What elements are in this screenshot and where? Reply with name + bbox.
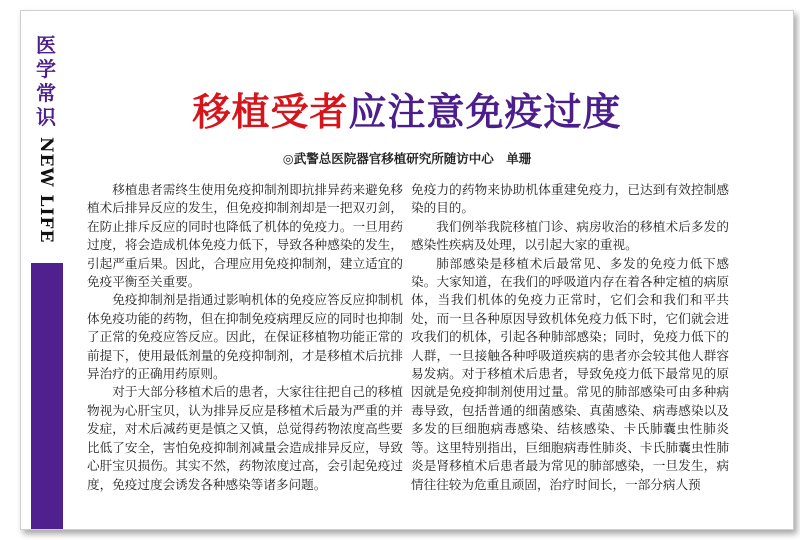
- title-part-purple: 应注意免疫过度: [348, 90, 622, 134]
- paragraph-continuation: 免疫力的药物来协助机体重建免疫力，已达到有效控制感染的目的。: [411, 182, 729, 216]
- paragraph: 我们例举我院移植门诊、病房收治的移植术后多发的感染性疾病及处理，以引起大家的重视。: [411, 218, 729, 253]
- paragraph: 对于大部分移植术后的患者，大家往往把自己的移植物视为心肝宝贝，认为排异反应是移植术后最为严重的并发症，对术后减药更是慎之又慎，总觉得药物浓度高些要比低了安全，害怕免疫抑制剂减量会造成排异反应，导致心肝宝贝损伤。其实不然，药物浓度过高，会引起免疫过度，免疫过度会诱发各种感染等诸多问题。: [87, 384, 403, 492]
- title-part-red: 移植受者: [192, 90, 349, 134]
- article-title: [21, 81, 793, 136]
- paragraph: 肺部感染是移植术后最常见、多发的免疫力低下感染。大家知道，在我们的呼吸道内存在着各种定植的病原体，当我们机体的免疫力正常时，它们会和我们和平共处，而一旦各种原因导致机体免疫力低下时，它们就会进攻我们的机体，引起各种肺部感染；同时，免疫力低下的人群，一旦接触各种呼吸道疾病的患者亦会较其他人群容易发病。对于移植术后患者，导致免疫力低下最常见的原因就是免疫抑制剂使用过量。常见的肺部感染可由多种病毒导致，包括普通的细菌感染、真菌感染、病毒感染以及多发的巨细胞病毒感染、结核感染、卡氏肺囊虫性肺炎等。这里特别指出，巨细胞病毒性肺炎、卡氏肺囊虫性肺炎是肾移植术后患者最为常见的肺部感染，一旦发生，病情往往较为危重且顽固，治疗时间长，一部分病人预: [411, 255, 729, 492]
- right-column: [411, 181, 729, 494]
- section-char: 常: [36, 81, 56, 105]
- section-char: 医: [36, 33, 56, 57]
- section-char: 识: [36, 105, 56, 129]
- article-byline: ◎武警总医院器官移植研究所随访中心 单珊: [282, 151, 532, 166]
- paragraph: 移植患者需终生使用免疫抑制剂即抗排异药来避免移植术后排异反应的发生，但免疫抑制剂却是一把双刃剑，在防止排斥反应的同时也降低了机体的免疫力。一旦用药过度，将会造成机体免疫力低下，导致各种感染的发生，引起严重后果。因此，合理应用免疫抑制剂，建立适宜的免疫平衡至关重要。: [87, 182, 403, 290]
- magazine-page: [20, 10, 794, 530]
- left-column: [87, 181, 403, 494]
- section-char: 学: [36, 57, 56, 81]
- section-label-en-text: NEW LIFE: [36, 137, 56, 244]
- sidebar-color-bar: [31, 263, 63, 529]
- paragraph: 免疫抑制剂是指通过影响机体的免疫应答反应抑制机体免疫功能的药物，但在抑制免疫病理反应的同时也抑制了正常的免疫应答反应。因此，在保证移植物功能正常的前提下，使用最低剂量的免疫抑制剂，才是移植术后抗排异治疗的正确用药原则。: [87, 292, 403, 382]
